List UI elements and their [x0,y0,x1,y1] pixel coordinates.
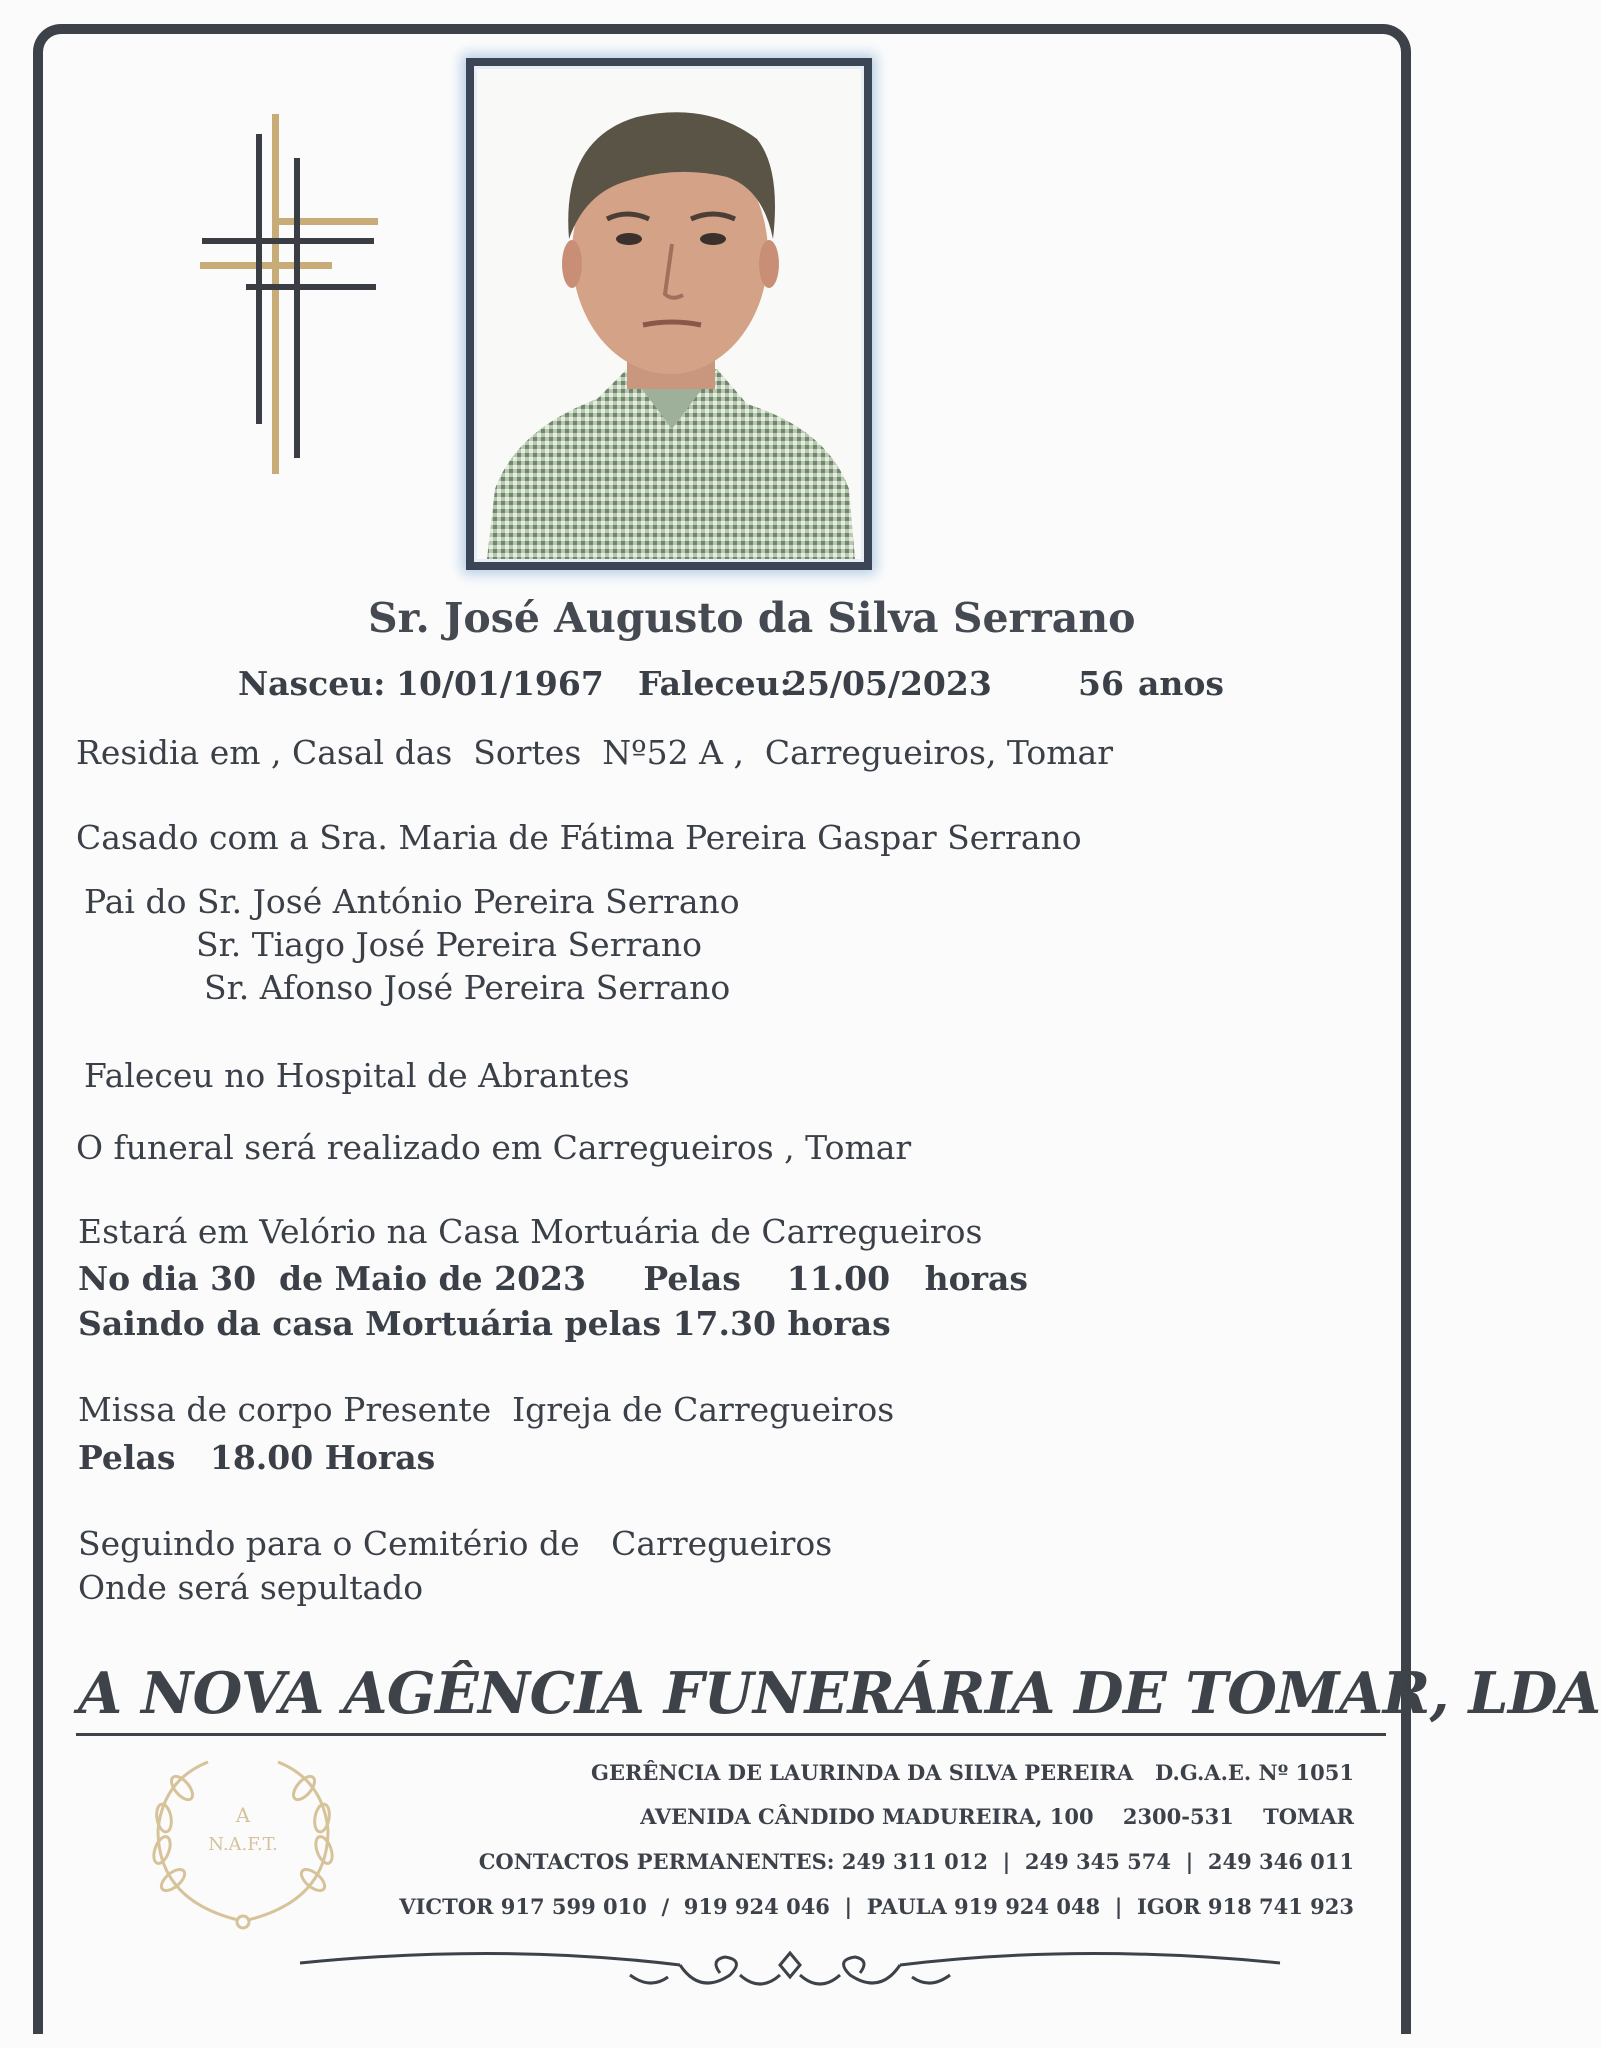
child-line-2: Sr. Tiago José Pereira Serrano [196,925,703,964]
agency-contacts: CONTACTOS PERMANENTES: 249 311 012 | 249 345 574 | 249 346 011 [478,1849,1354,1874]
seal-letter: A [235,1803,251,1827]
child-line-3: Sr. Afonso José Pereira Serrano [204,968,731,1007]
wake-line-3: Saindo da casa Mortuária pelas 17.30 horas [78,1304,891,1343]
burial-line-1: Seguindo para o Cemitério de Carregueiros [78,1524,833,1563]
died-label: Faleceu: [638,664,792,703]
portrait-photo [474,66,864,562]
spouse-line: Casado com a Sra. Maria de Fátima Pereira Gaspar Serrano [76,818,1082,857]
mass-line-1: Missa de corpo Presente Igreja de Carregueiros [78,1390,895,1429]
child-line-1: Pai do Sr. José António Pereira Serrano [84,882,740,921]
wake-line-1: Estará em Velório na Casa Mortuária de Carregueiros [78,1212,983,1251]
born-date: 10/01/1967 [396,664,604,703]
agency-mobiles: VICTOR 917 599 010 / 919 924 046 | PAULA 919 924 048 | IGOR 918 741 923 [399,1894,1354,1919]
agency-management: GERÊNCIA DE LAURINDA DA SILVA PEREIRA D.G.A.E. Nº 1051 [591,1760,1354,1785]
died-date: 25/05/2023 [784,664,992,703]
deceased-name: Sr. José Augusto da Silva Serrano [368,594,1136,642]
portrait-frame [466,58,872,570]
burial-line-2: Onde será sepultado [78,1568,424,1607]
mass-line-2: Pelas 18.00 Horas [78,1438,436,1477]
agency-address: AVENIDA CÂNDIDO MADUREIRA, 100 2300-531 TOMAR [640,1804,1354,1829]
flourish-ornament [300,1935,1280,2005]
death-place-line: Faleceu no Hospital de Abrantes [84,1056,630,1095]
born-label: Nasceu: [238,664,386,703]
laurel-seal [118,1750,368,1950]
agency-underline [76,1733,1386,1736]
portrait-image [477,69,861,559]
agency-name: A NOVA AGÊNCIA FUNERÁRIA DE TOMAR, LDA [78,1660,1601,1727]
wake-line-2: No dia 30 de Maio de 2023 Pelas 11.00 horas [78,1259,1028,1298]
cross-icon [200,114,380,476]
age-value: 56 [1078,664,1124,703]
residence-line: Residia em , Casal das Sortes Nº52 A , Carregueiros, Tomar [76,733,1113,772]
funeral-location-line: O funeral será realizado em Carregueiros , Tomar [76,1128,912,1167]
seal-initials: N.A.F.T. [208,1834,278,1855]
age-unit: anos [1138,664,1224,703]
